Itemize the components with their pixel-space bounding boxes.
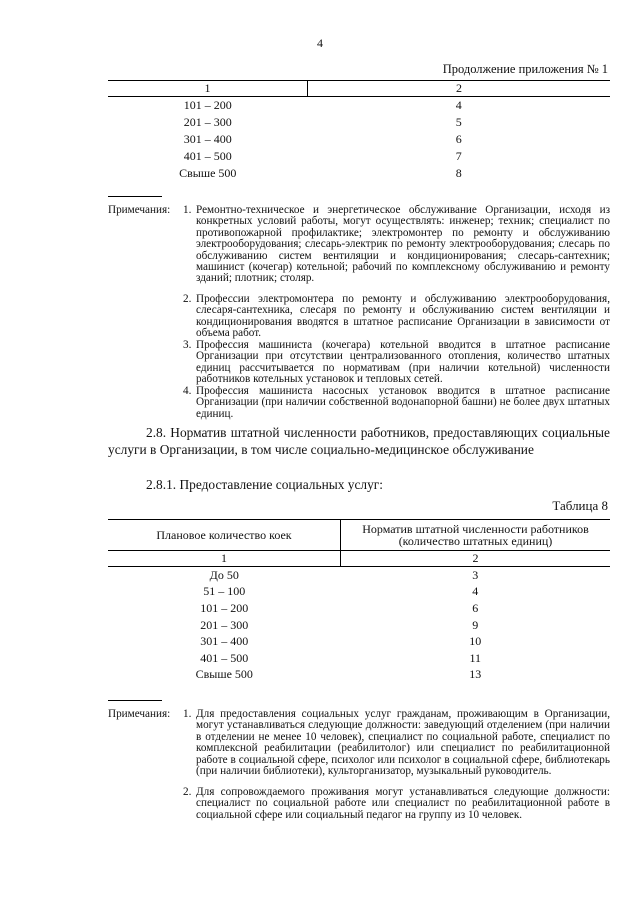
column-number: 1 <box>108 81 308 97</box>
column-number: 2 <box>308 81 611 97</box>
header-cell: Плановое количество коек <box>108 520 341 551</box>
notes-divider <box>108 196 162 197</box>
note-item <box>183 294 610 340</box>
table-8-caption: Таблица 8 <box>552 498 608 513</box>
note-text: Профессия машиниста насосных установок вводится в штатное расписание Организации (при наличии собственной водонапорной башни) не более двух штатных единиц. <box>196 385 610 420</box>
notes-block-1 <box>108 205 610 445</box>
value-cell: 4 <box>455 98 462 112</box>
value-cell: 11 <box>469 650 482 665</box>
notes-label: Примечания: <box>108 708 171 720</box>
notes-block-2 <box>108 709 610 849</box>
range-cell: 401 – 500 <box>200 650 249 665</box>
range-cell: 101 – 200 <box>200 600 249 615</box>
value-cell: 4 <box>472 584 479 599</box>
column-number: 1 <box>108 551 341 567</box>
table-row <box>108 600 610 617</box>
range-cell: 51 – 100 <box>203 584 246 599</box>
table-row <box>108 633 610 650</box>
table-header-row <box>108 520 610 551</box>
note-item <box>183 340 610 386</box>
note-number: 1. <box>183 708 192 720</box>
range-cell: Свыше 500 <box>179 166 237 180</box>
note-text: Для предоставления социальных услуг гражданам, проживающим в Организации, могут устанавливаться следующие должности: заведующий отделением (при наличии в отделении не менее 10 человек), специалист по социальной работе, специалист по комплексной реабилитации (реабилитолог) или специалист по реабилитационной работе в социальной сфере, психолог или психолог в социальной сфере, библиотекарь (при наличии библиотеки), культорганизатор, музыкальный руководитель. <box>196 708 610 778</box>
header-line: Норматив штатной численности работников <box>362 522 589 536</box>
range-cell: 101 – 200 <box>183 98 232 112</box>
value-cell: 10 <box>469 634 482 649</box>
table-row <box>108 584 610 601</box>
range-cell: 301 – 400 <box>200 634 249 649</box>
note-number: 4. <box>183 385 192 397</box>
notes-divider <box>108 700 162 701</box>
continuation-label: Продолжение приложения № 1 <box>442 62 608 76</box>
range-cell: 401 – 500 <box>183 149 232 163</box>
note-item <box>183 709 610 777</box>
value-cell: 6 <box>472 600 479 615</box>
page-number: 4 <box>317 36 323 50</box>
note-text: Профессия машиниста (кочегара) котельной вводится в штатное расписание Организации при отсутствии централизованного отопления, количество штатных единиц рассчитывается по нормативам (при наличии котельной) численности работников котельных установок и тепловых сетей. <box>196 339 610 386</box>
table-row <box>108 148 610 165</box>
note-item <box>183 205 610 285</box>
note-text: Профессии электромонтера по ремонту и обслуживанию электрооборудования, слесаря-сантехника, слесаря по ремонту и обслуживанию систем вентиляции и кондиционирования вводятся в штатное расписание Организации в зависимости от объема работ. <box>196 293 610 340</box>
value-cell: 5 <box>455 115 462 129</box>
value-cell: 8 <box>455 166 462 180</box>
range-cell: До 50 <box>209 567 239 582</box>
table-row <box>108 114 610 131</box>
table-row <box>108 131 610 148</box>
range-cell: 301 – 400 <box>183 132 232 146</box>
value-cell: 13 <box>469 667 482 682</box>
value-cell: 3 <box>472 567 479 582</box>
column-number: 2 <box>341 551 611 567</box>
note-number: 3. <box>183 339 192 351</box>
note-text: Для сопровождаемого проживания могут устанавливаться следующие должности: специалист по социальной работе или специалист по реабилитационной работе в социальной сфере или социальный педагог на группу из 10 человек. <box>196 786 610 821</box>
section-2-8-heading: 2.8. Норматив штатной численности работников, предоставляющих социальные услуги в Организации, в том числе социально-медицинское обслуживание <box>108 425 610 457</box>
value-cell: 6 <box>455 132 462 146</box>
table-1 <box>108 80 610 182</box>
notes-label: Примечания: <box>108 204 171 216</box>
note-number: 2. <box>183 293 192 305</box>
table-row <box>108 667 610 684</box>
column-number-row <box>108 81 610 97</box>
note-item <box>183 787 610 821</box>
table-row <box>108 567 610 584</box>
section-2-8-1-heading: 2.8.1. Предоставление социальных услуг: <box>146 477 384 492</box>
column-number-row <box>108 551 610 567</box>
table-8 <box>108 519 610 683</box>
range-cell: 201 – 300 <box>200 617 249 632</box>
header-line: (количество штатных единиц) <box>398 534 553 548</box>
value-cell: 7 <box>455 149 462 163</box>
header-cell <box>341 520 611 551</box>
note-number: 1. <box>183 204 192 216</box>
note-item <box>183 386 610 420</box>
note-number: 2. <box>183 786 192 798</box>
table-row <box>108 97 610 115</box>
table-row <box>108 617 610 634</box>
range-cell: Свыше 500 <box>195 667 253 682</box>
range-cell: 201 – 300 <box>183 115 232 129</box>
table-row <box>108 165 610 182</box>
note-text: Ремонтно-техническое и энергетическое обслуживание Организации, исходя из конкретных условий работы, могут осуществлять: инженер; техник; специалист по противопожарной профилактике; электромонтер по ремонту и обслуживанию электрооборудования; слесарь-электрик по ремонту электрооборудования; слесарь по обслуживанию систем вентиляции и кондиционирования; слесарь-сантехник; машинист (кочегар) котельной; рабочий по комплексному обслуживанию и ремонту зданий; плотник; столяр. <box>196 204 610 285</box>
value-cell: 9 <box>472 617 479 632</box>
table-row <box>108 650 610 667</box>
